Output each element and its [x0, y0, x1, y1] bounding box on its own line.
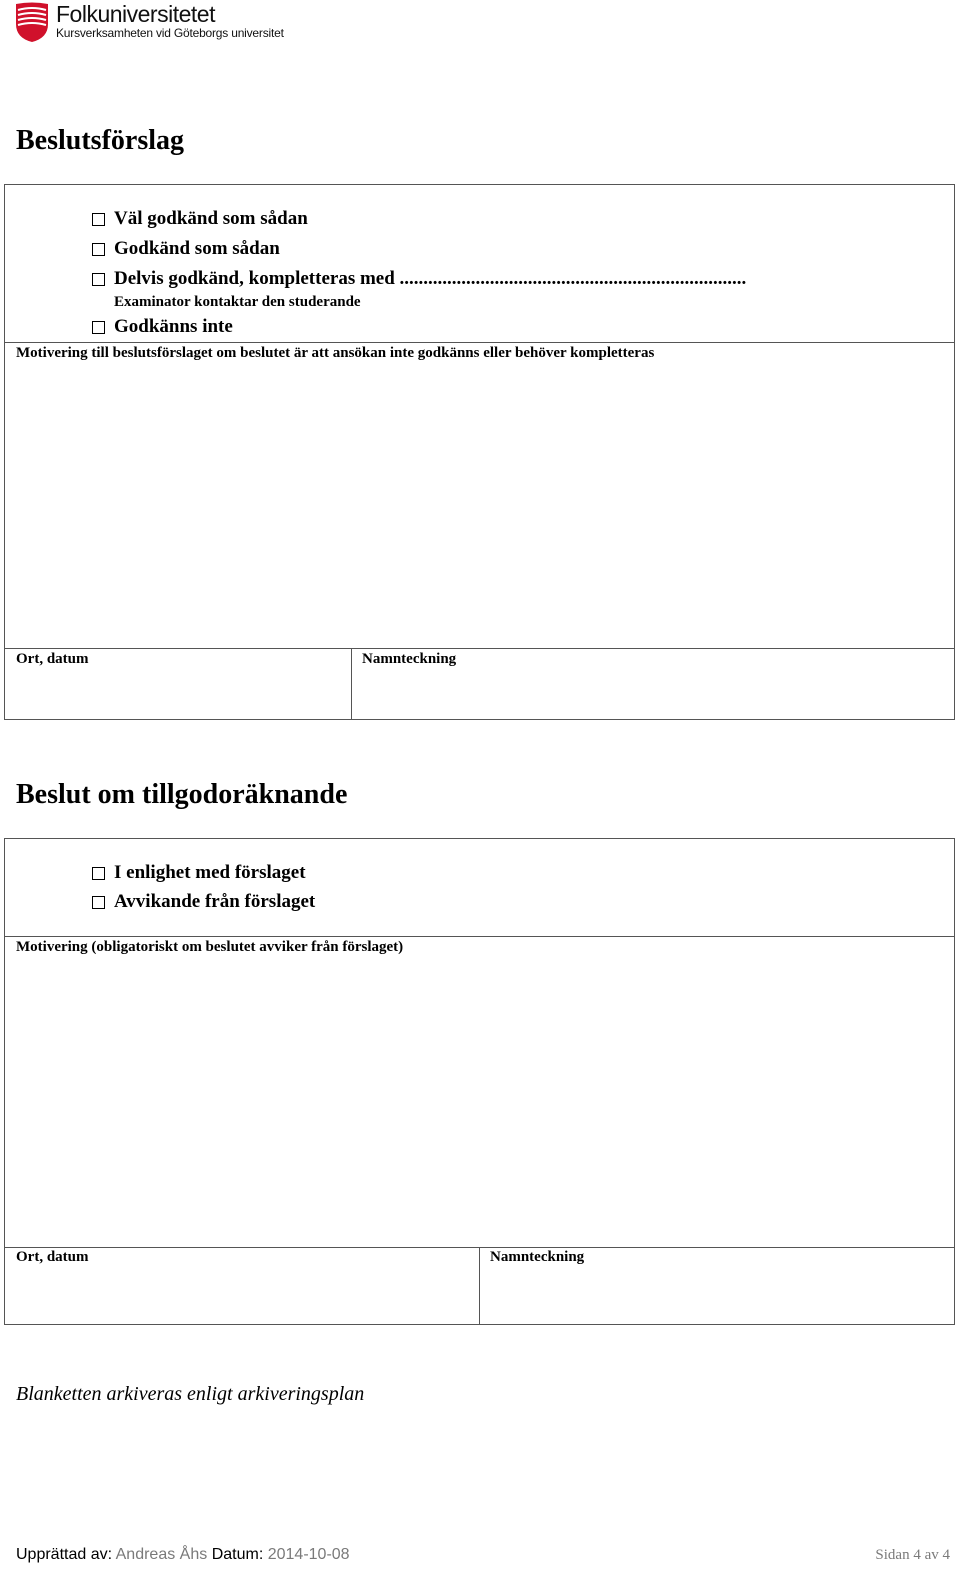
decision-motivation-field[interactable] — [10, 960, 948, 1242]
decision-signature-field[interactable] — [486, 1272, 948, 1320]
option-label: Delvis godkänd, kompletteras med ......................................................................... — [114, 268, 747, 289]
proposal-signature-field[interactable] — [358, 672, 948, 716]
option-label: Godkänd som sådan — [114, 238, 280, 259]
decision-place-date-label: Ort, datum — [16, 1249, 89, 1265]
checkbox-icon[interactable] — [92, 243, 105, 256]
proposal-place-date-field[interactable] — [10, 672, 346, 716]
decision-sign-separator — [479, 1247, 480, 1325]
date-label: Datum: — [211, 1546, 264, 1563]
created-by-value: Andreas Åhs — [115, 1546, 208, 1563]
checkbox-icon[interactable] — [92, 213, 105, 226]
decision-place-date-field[interactable] — [10, 1272, 474, 1320]
option-label: I enlighet med förslaget — [114, 862, 306, 883]
option-label: Godkänns inte — [114, 316, 233, 337]
proposal-sign-separator — [351, 648, 352, 720]
proposal-place-date-label: Ort, datum — [16, 651, 89, 667]
decision-title: Beslut om tillgodoräknande — [16, 779, 348, 810]
proposal-divider — [4, 342, 955, 343]
proposal-sign-divider — [4, 648, 955, 649]
decision-motivation-label: Motivering (obligatoriskt om beslutet avviker från förslaget) — [16, 939, 404, 955]
checkbox-icon[interactable] — [92, 867, 105, 880]
option-partially-approved[interactable] — [92, 268, 746, 290]
logo-title: Folkuniversitetet — [56, 1, 215, 27]
option-label: Väl godkänd som sådan — [114, 208, 308, 229]
decision-signature-label: Namnteckning — [490, 1249, 585, 1265]
proposal-title: Beslutsförslag — [16, 125, 184, 156]
option-not-approved[interactable] — [92, 316, 233, 338]
option-as-proposed[interactable] — [92, 862, 306, 884]
option-label: Avvikande från förslaget — [114, 891, 316, 912]
footer-meta — [16, 1546, 350, 1564]
option-well-approved[interactable] — [92, 208, 308, 230]
logo — [14, 2, 284, 44]
date-value: 2014-10-08 — [267, 1546, 350, 1563]
checkbox-icon[interactable] — [92, 896, 105, 909]
folkuniversitetet-logo-icon — [14, 2, 50, 42]
proposal-motivation-field[interactable] — [10, 366, 948, 644]
checkbox-icon[interactable] — [92, 321, 105, 334]
archive-note: Blanketten arkiveras enligt arkiveringsplan — [16, 1383, 365, 1405]
decision-divider — [4, 936, 955, 937]
proposal-motivation-label: Motivering till beslutsförslaget om beslutet är att ansökan inte godkänns eller behöver kompletteras — [16, 345, 655, 361]
logo-subtitle: Kursverksamheten vid Göteborgs universitet — [56, 26, 284, 40]
created-by-label: Upprättad av: — [16, 1546, 113, 1563]
examiner-note: Examinator kontaktar den studerande — [114, 294, 361, 310]
option-approved[interactable] — [92, 238, 280, 260]
page-number: Sidan 4 av 4 — [875, 1547, 950, 1563]
option-deviating[interactable] — [92, 891, 315, 913]
proposal-signature-label: Namnteckning — [362, 651, 457, 667]
checkbox-icon[interactable] — [92, 273, 105, 286]
